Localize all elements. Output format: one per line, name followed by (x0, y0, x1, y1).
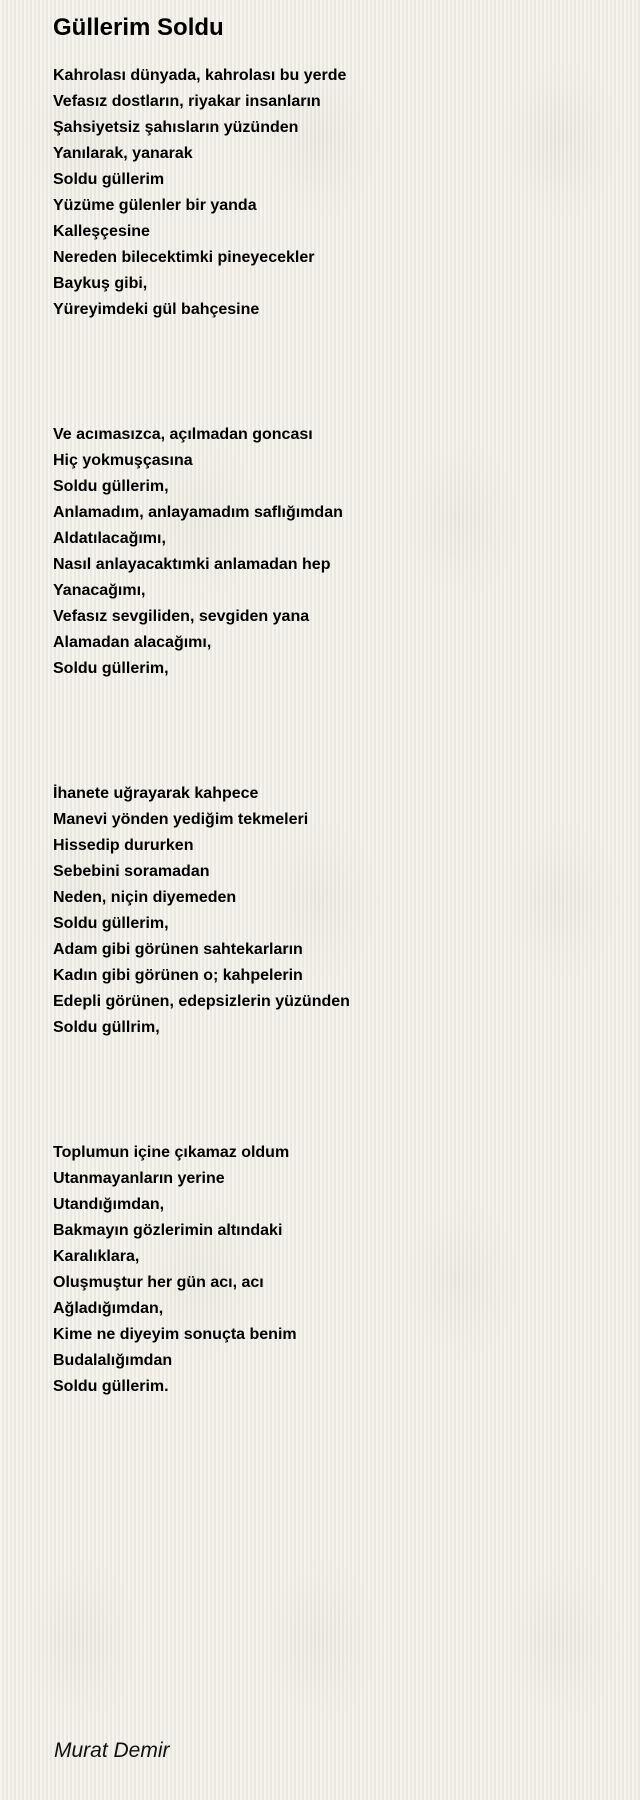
poem-line: Nereden bilecektimki pineyecekler (53, 249, 315, 266)
poem-title: Güllerim Soldu (53, 14, 224, 41)
poem-line: Utanmayanların yerine (53, 1170, 225, 1187)
stanza-1 (53, 63, 613, 323)
poem-line: Aldatılacağımı, (53, 530, 166, 547)
poem-line: Budalalığımdan (53, 1352, 173, 1369)
poem-line: Bakmayın gözlerimin altındaki (53, 1222, 283, 1239)
poem-line: Baykuş gibi, (53, 275, 148, 292)
poem-line: Kime ne diyeyim sonuçta benim (53, 1326, 297, 1343)
poem-line: Soldu güllerim, (53, 478, 169, 495)
poem-line: Alamadan alacağımı, (53, 634, 212, 651)
stanza-4 (53, 1140, 613, 1400)
poem-line: Soldu güllerim, (53, 915, 169, 932)
poem-line: Nasıl anlayacaktımki anlamadan hep (53, 556, 331, 573)
stanza-2 (53, 422, 613, 682)
poem-author: Murat Demir (54, 1739, 170, 1762)
poem-line: Şahsiyetsiz şahısların yüzünden (53, 119, 299, 136)
poem-line: Anlamadım, anlayamadım saflığımdan (53, 504, 343, 521)
poem-line: Adam gibi görünen sahtekarların (53, 941, 303, 958)
poem-line: Yanacağımı, (53, 582, 146, 599)
poem-line: Ağladığımdan, (53, 1300, 164, 1317)
poem-line: Yüreyimdeki gül bahçesine (53, 301, 260, 318)
poem-container (53, 0, 613, 1400)
poem-line: Hiç yokmuşçasına (53, 452, 193, 469)
poem-line: Toplumun içine çıkamaz oldum (53, 1144, 290, 1161)
poem-line: Soldu güllerim. (53, 1378, 169, 1395)
poem-line: Soldu güllerim, (53, 660, 169, 677)
poem-line: Soldu güllerim (53, 171, 165, 188)
poem-body (53, 63, 613, 1400)
poem-line: Vefasız sevgiliden, sevgiden yana (53, 608, 310, 625)
poem-line: Yüzüme gülenler bir yanda (53, 197, 257, 214)
poem-line: Ve acımasızca, açılmadan goncası (53, 426, 313, 443)
poem-line: Utandığımdan, (53, 1196, 165, 1213)
poem-line: Neden, niçin diyemeden (53, 889, 237, 906)
poem-line: Vefasız dostların, riyakar insanların (53, 93, 321, 110)
poem-line: Hissedip dururken (53, 837, 194, 854)
poem-line: İhanete uğrayarak kahpece (53, 785, 259, 802)
poem-line: Yanılarak, yanarak (53, 145, 193, 162)
poem-line: Karalıklara, (53, 1248, 140, 1265)
stanza-3 (53, 781, 613, 1041)
poem-line: Edepli görünen, edepsizlerin yüzünden (53, 993, 350, 1010)
poem-line: Oluşmuştur her gün acı, acı (53, 1274, 264, 1291)
poem-line: Manevi yönden yediğim tekmeleri (53, 811, 309, 828)
poem-line: Sebebini soramadan (53, 863, 210, 880)
poem-line: Kalleşçesine (53, 223, 150, 240)
poem-line: Kadın gibi görünen o; kahpelerin (53, 967, 303, 984)
poem-line: Soldu güllrim, (53, 1019, 160, 1036)
poem-line: Kahrolası dünyada, kahrolası bu yerde (53, 67, 347, 84)
